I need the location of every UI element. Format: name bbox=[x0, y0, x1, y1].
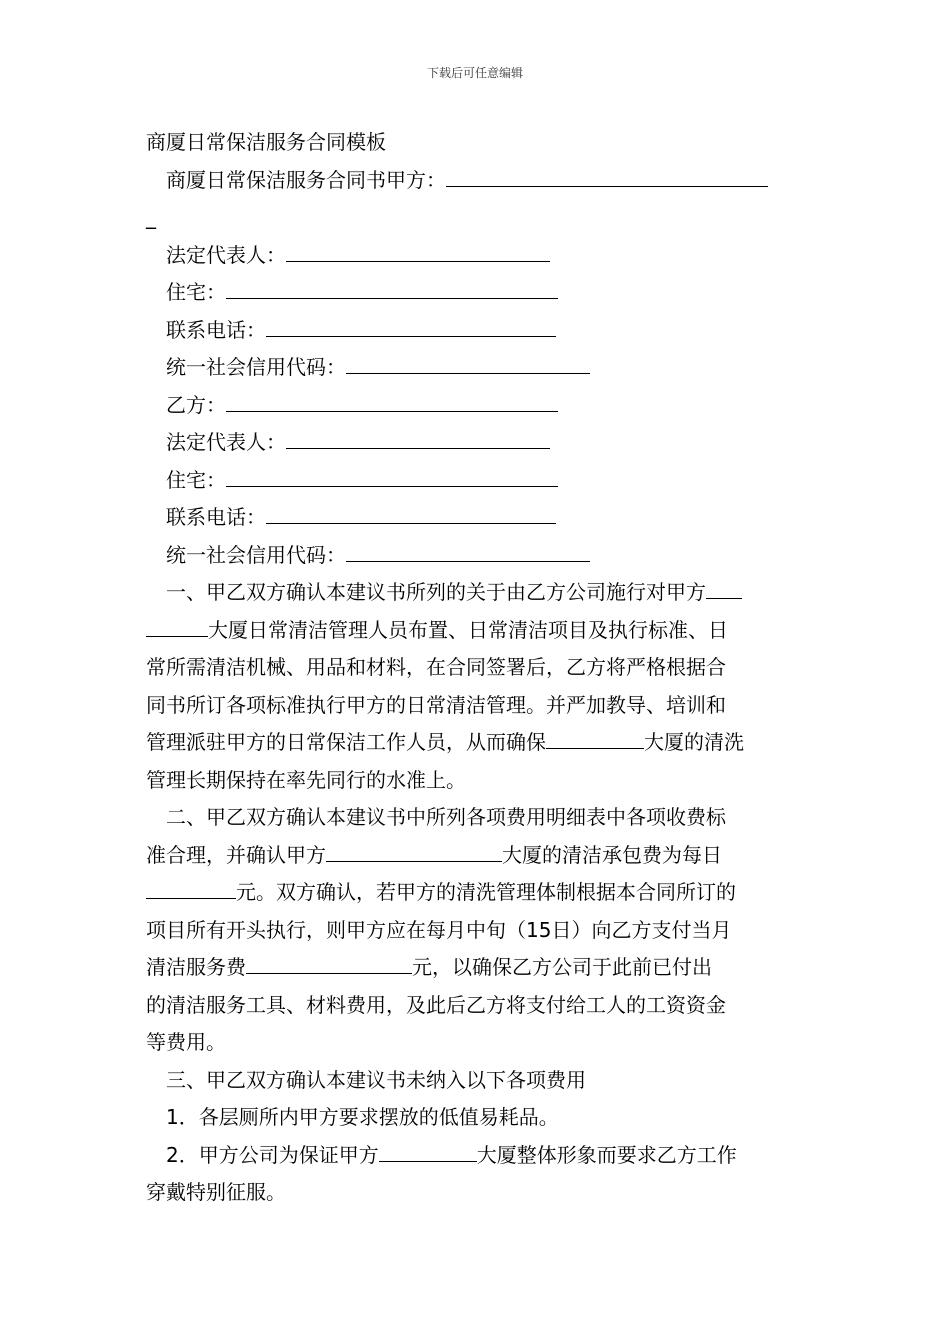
party-b-legal-rep-label: 法定代表人： bbox=[166, 430, 286, 454]
section-1-line: 常所需清洁机械、用品和材料，在合同签署后，乙方将严格根据合 bbox=[146, 655, 726, 679]
section-3-item-2 bbox=[146, 1137, 806, 1212]
section-1-line bbox=[146, 612, 806, 650]
section-1-line bbox=[146, 574, 806, 612]
party-a-heading-line bbox=[146, 162, 806, 200]
document-title: 商厦日常保洁服务合同模板 bbox=[146, 130, 386, 154]
section-1-line: 同书所订各项标准执行甲方的日常清洁管理。并严加教导、培训和 bbox=[146, 692, 726, 717]
section-2-line: 的清洁服务工具、材料费用，及此后乙方将支付给工人的工资资金 bbox=[146, 992, 726, 1017]
document-body bbox=[146, 124, 806, 1212]
party-b-address-label: 住宅： bbox=[166, 467, 226, 492]
section-3-text: 大厦整体形象而要求乙方工作 bbox=[476, 1142, 737, 1167]
party-b-heading-line bbox=[146, 387, 806, 425]
party-b-phone-blank[interactable] bbox=[266, 499, 556, 524]
section-1-blank-a[interactable] bbox=[706, 574, 742, 599]
party-b-address-line bbox=[146, 462, 806, 500]
section-2-text: 元，以确保乙方公司于此前已付出 bbox=[412, 955, 712, 979]
party-a-legal-rep-blank[interactable] bbox=[286, 237, 550, 262]
section-1-text: 管理派驻甲方的日常保洁工作人员，从而确保 bbox=[146, 730, 546, 754]
section-3-blank[interactable] bbox=[379, 1137, 477, 1162]
party-a-address-label: 住宅： bbox=[166, 280, 226, 304]
party-a-credit-code-blank[interactable] bbox=[346, 349, 590, 374]
party-a-phone-line bbox=[146, 312, 806, 350]
section-1-line: 管理长期保持在率先同行的水准上。 bbox=[146, 767, 466, 792]
party-a-address-blank[interactable] bbox=[226, 274, 558, 299]
section-3-heading: 三、甲乙双方确认本建议书未纳入以下各项费用 bbox=[166, 1067, 586, 1092]
party-b-phone-line bbox=[146, 499, 806, 537]
section-2-text: 清洁服务费 bbox=[146, 955, 246, 979]
section-1-text: 大厦的清洗 bbox=[644, 730, 744, 754]
party-a-name-blank[interactable] bbox=[446, 162, 768, 187]
party-a-phone-blank[interactable] bbox=[266, 312, 556, 337]
section-3-item-1: 1．各层厕所内甲方要求摆放的低值易耗品。 bbox=[166, 1105, 559, 1129]
section-1 bbox=[146, 574, 806, 799]
party-b-address-blank[interactable] bbox=[226, 462, 558, 487]
party-a-legal-rep-line bbox=[146, 237, 806, 275]
section-2-line: 等费用。 bbox=[146, 1030, 226, 1054]
party-a-phone-label: 联系电话： bbox=[166, 317, 266, 342]
section-2-blank-c[interactable] bbox=[246, 949, 412, 974]
section-2-text: 大厦的清洁承包费为每日 bbox=[502, 842, 722, 867]
party-b-heading: 乙方： bbox=[166, 392, 226, 417]
section-2 bbox=[146, 799, 806, 1062]
party-b-legal-rep-blank[interactable] bbox=[286, 424, 550, 449]
party-a-credit-code-line bbox=[146, 349, 806, 387]
party-b-credit-code-blank[interactable] bbox=[346, 537, 590, 562]
section-3-item-2-line: 穿戴特别征服。 bbox=[146, 1180, 286, 1204]
section-2-line: 二、甲乙双方确认本建议书中所列各项费用明细表中各项收费标 bbox=[166, 805, 726, 829]
party-a-address-line bbox=[146, 274, 806, 312]
section-2-text: 元。双方确认，若甲方的清洗管理体制根据本合同所订的 bbox=[236, 880, 736, 904]
party-a-legal-rep-label: 法定代表人： bbox=[166, 242, 286, 267]
party-b-phone-label: 联系电话： bbox=[166, 505, 266, 529]
party-b-credit-code-label: 统一社会信用代码： bbox=[166, 542, 346, 567]
party-b-credit-code-line bbox=[146, 537, 806, 575]
section-2-line bbox=[146, 874, 806, 912]
section-3-text: 2．甲方公司为保证甲方 bbox=[166, 1142, 379, 1167]
section-2-line: 项目所有开头执行，则甲方应在每月中旬（15日）向乙方支付当月 bbox=[146, 917, 732, 942]
section-1-text: 大厦日常清洁管理人员布置、日常清洁项目及执行标准、日 bbox=[208, 617, 728, 642]
party-a-credit-code-label: 统一社会信用代码： bbox=[166, 355, 346, 379]
section-2-line bbox=[146, 837, 806, 875]
page-header: 下载后可任意编辑 bbox=[426, 66, 523, 80]
section-1-text: 一、甲乙双方确认本建议书所列的关于由乙方公司施行对甲方 bbox=[166, 580, 706, 604]
section-2-text: 准合理，并确认甲方 bbox=[146, 842, 326, 867]
party-b-legal-rep-line bbox=[146, 424, 806, 462]
section-2-blank-b[interactable] bbox=[146, 874, 236, 899]
section-2-blank-a[interactable] bbox=[326, 837, 502, 862]
party-a-heading: 商厦日常保洁服务合同书甲方： bbox=[166, 167, 446, 192]
party-b-name-blank[interactable] bbox=[226, 387, 558, 412]
section-1-blank-b[interactable] bbox=[146, 612, 208, 637]
section-1-blank-c[interactable] bbox=[546, 724, 644, 749]
section-2-line bbox=[146, 949, 806, 987]
section-3-item-2-line bbox=[146, 1137, 806, 1175]
section-1-line bbox=[146, 724, 806, 762]
party-a-overflow: _ bbox=[146, 205, 156, 229]
